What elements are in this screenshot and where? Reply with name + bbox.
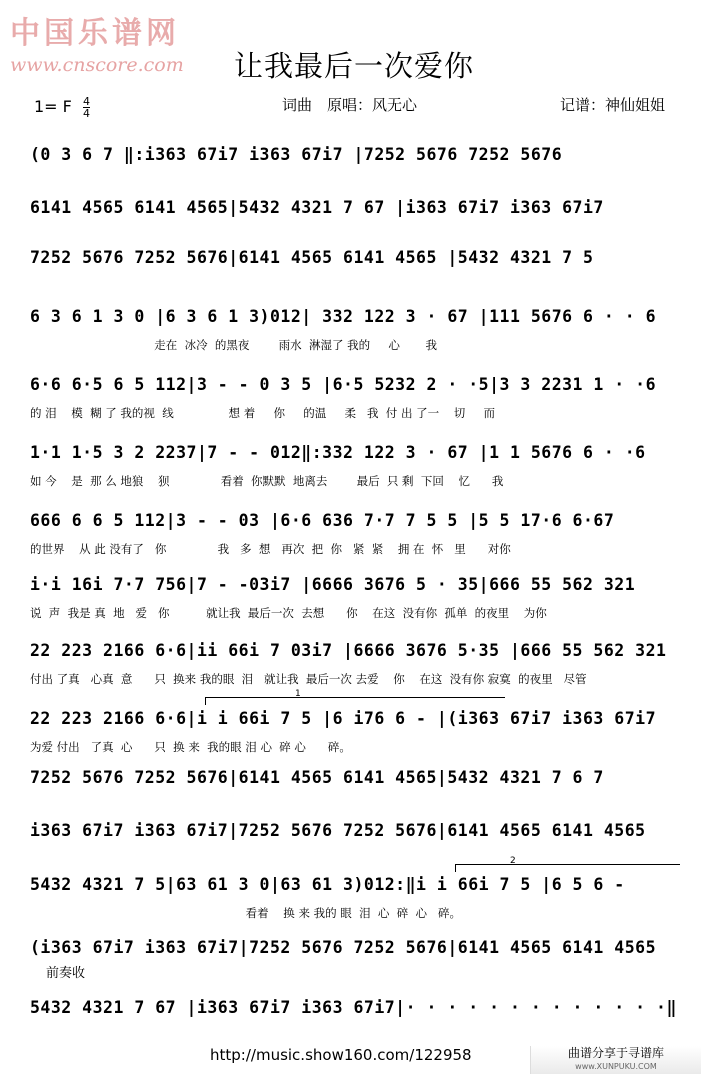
score-line-lyrics: 付出 了真 心真 意 只 换来 我的眼 泪 就让我 最后一次 去爱 你 在这 没有你 寂寞 的夜里 尽管: [30, 672, 587, 686]
footer-share-text: 曲谱分享于寻谱库: [567, 1046, 664, 1060]
score-line-notes: i363 67i7 i363 67i7|7252 5676 7252 5676|6141 4565 6141 4565: [30, 821, 646, 840]
score-line-lyrics: 的 泪 模 糊 了 我的视 线 想 着 你 的温 柔 我 付 出 了一 切 而: [30, 406, 496, 420]
score-line-lyrics: 如 今 是 那 么 地狼 狈 看着 你默默 地离去 最后 只 剩 下回 忆 我: [30, 474, 504, 488]
score-line-notes: (i363 67i7 i363 67i7|7252 5676 7252 5676|6141 4565 6141 4565: [30, 938, 657, 957]
score-line-notes: 22 223 2166 6·6|ii 66i 7 03i7 |6666 3676 5·35 |666 55 562 321: [30, 641, 667, 660]
credits: 词曲 原唱：风无心: [282, 96, 418, 114]
outro-label: 前奏收: [46, 966, 86, 981]
score-line-lyrics: 说 声 我是 真 地 爱 你 就让我 最后一次 去想 你 在这 没有你 孤单 的夜里 为你: [30, 606, 547, 620]
score-line-lyrics: 为爱 付出 了真 心 只 换 来 我的眼 泪 心 碎 心 碎。: [30, 740, 351, 754]
score-line-notes: 5432 4321 7 5|63 61 3 0|63 61 3)012:‖i i 66i 7 5 |6 5 6 -: [30, 875, 625, 894]
score-line-notes: 6141 4565 6141 4565|5432 4321 7 67 |i363 67i7 i363 67i7: [30, 198, 604, 217]
score-line-notes: 22 223 2166 6·6|i i 66i 7 5 |6 i76 6 - |(i363 67i7 i363 67i7: [30, 709, 657, 728]
key-signature: [34, 96, 90, 119]
score-line-notes: 6·6 6·5 6 5 112|3 - - 0 3 5 |6·5 5232 2 · ·5|3 3 2231 1 · ·6: [30, 375, 657, 394]
score-line-lyrics: 走在 冰冷 的黑夜 雨水 淋湿了 我的 心 我: [30, 338, 437, 352]
score-line-notes: 5432 4321 7 67 |i363 67i7 i363 67i7|· · · · · · · · · · · · ·‖: [30, 998, 677, 1017]
score-line-lyrics: 看着 换 来 我的 眼 泪 心 碎 心 碎。: [30, 906, 461, 920]
time-sig-numerator: 4: [82, 95, 90, 108]
footer-url[interactable]: http://music.show160.com/122958: [210, 1046, 472, 1064]
score-line-notes: 7252 5676 7252 5676|6141 4565 6141 4565|5432 4321 7 6 7: [30, 768, 604, 787]
score-line-notes: 666 6 6 5 112|3 - - 03 |6·6 636 7·7 7 5 5 |5 5 17·6 6·67: [30, 511, 615, 530]
time-sig-denominator: 4: [82, 107, 90, 120]
first-ending-number: 1: [295, 689, 301, 699]
second-ending-number: 2: [510, 856, 516, 866]
watermark-url: www.cnscore.com: [10, 54, 184, 76]
score-line-notes: 1·1 1·5 3 2 2237|7 - - 012‖:332 122 3 · 67 |1 1 5676 6 · ·6: [30, 443, 646, 462]
score-line-notes: 7252 5676 7252 5676|6141 4565 6141 4565 |5432 4321 7 5: [30, 248, 594, 267]
score-line-notes: 6 3 6 1 3 0 |6 3 6 1 3)012| 332 122 3 · 67 |111 5676 6 · · 6: [30, 307, 657, 326]
score-line-notes: (0 3 6 7 ‖:i363 67i7 i363 67i7 |7252 5676 7252 5676: [30, 145, 563, 164]
song-title: 让我最后一次爱你: [233, 49, 474, 83]
second-ending-bracket: [455, 864, 680, 865]
score-line-lyrics: 的世界 从 此 没有了 你 我 多 想 再次 把 你 紧 紧 拥 在 怀 里 对你: [30, 542, 511, 556]
footer-share-url: www.XUNPUKU.COM: [575, 1062, 657, 1071]
watermark-text: 中国乐谱网: [10, 16, 180, 51]
key-label: 1= F: [34, 97, 72, 116]
first-ending-bracket: [205, 697, 505, 698]
footer-share-badge: [530, 1046, 701, 1074]
score-line-notes: i·i 16i 7·7 756|7 - -03i7 |6666 3676 5 · 35|666 55 562 321: [30, 575, 636, 594]
time-signature: [83, 96, 90, 119]
transcriber: 记谱：神仙姐姐: [560, 96, 666, 114]
